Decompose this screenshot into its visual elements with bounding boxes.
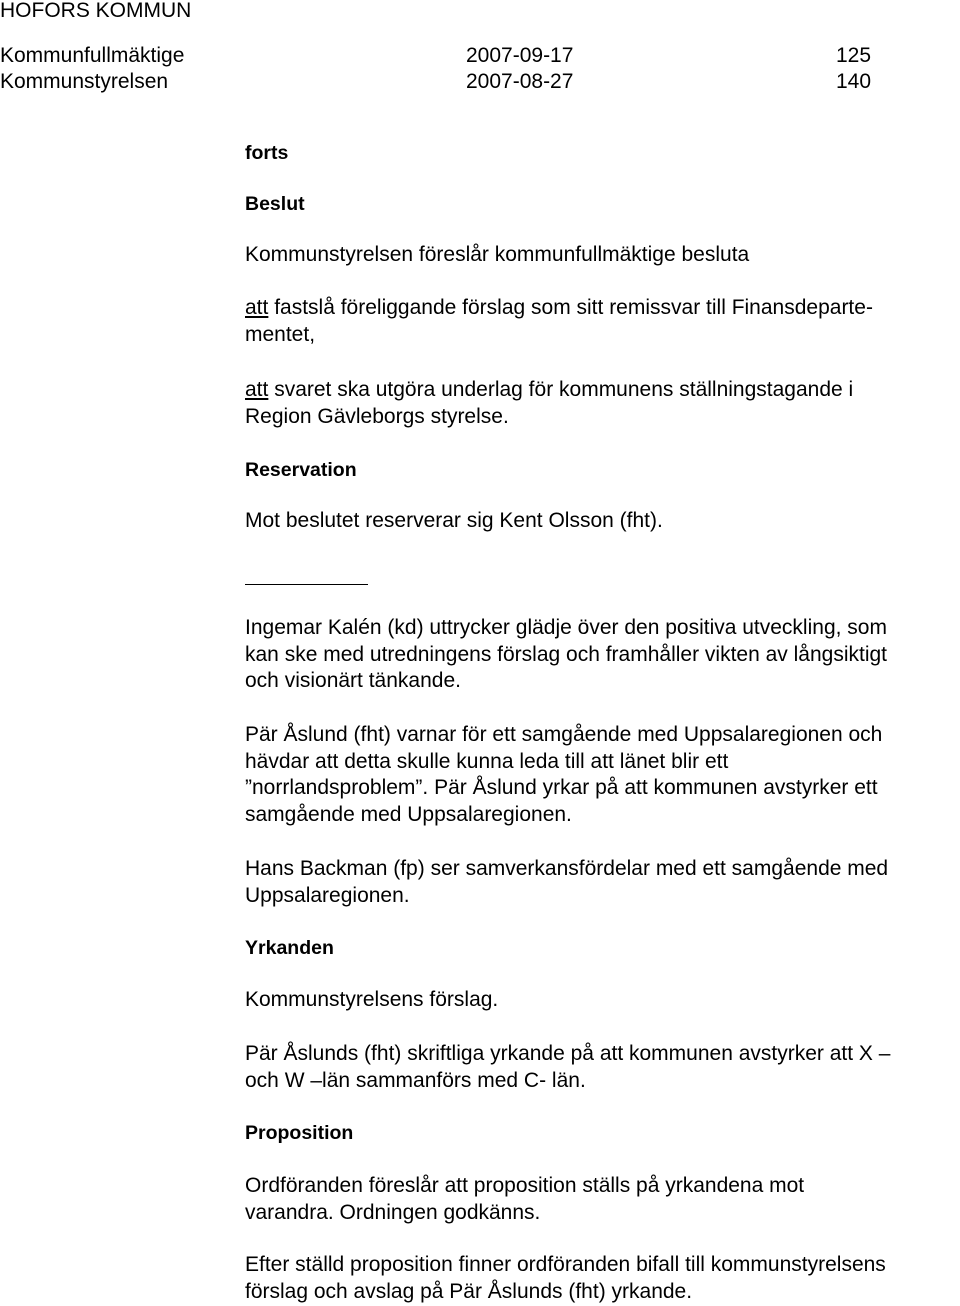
att-word: att — [245, 378, 269, 401]
paragraph-line: Ordföranden föreslår att proposition ställs på yrkandena mot — [245, 1174, 805, 1197]
paragraph-line: Pär Åslund (fht) varnar för ett samgående med Uppsalaregionen och — [245, 723, 883, 746]
paragraph-line: kan ske med utredningens förslag och framhåller vikten av långsiktigt — [245, 642, 887, 666]
paragraph-line: samgående med Uppsalaregionen. — [245, 802, 572, 826]
paragraph-kalen — [245, 615, 960, 695]
reservation-text: Mot beslutet reserverar sig Kent Olsson (fht). — [245, 509, 663, 532]
att-clause-2-line-1: svaret ska utgöra underlag för kommunens ställningstagande i — [268, 378, 854, 401]
reservation-heading: Reservation — [245, 459, 357, 481]
paragraph-line: Ingemar Kalén (kd) uttrycker glädje över den positiva utveckling, som — [245, 616, 887, 639]
paragraph-line: ”norrlandsproblem”. Pär Åslund yrkar på att kommunen avstyrker ett — [245, 776, 878, 799]
municipality-name: HOFORS KOMMUN — [0, 0, 192, 22]
yrkande-1: Kommunstyrelsens förslag. — [245, 988, 499, 1011]
paragraph-line: förslag och avslag på Pär Åslunds (fht) yrkande. — [245, 1279, 693, 1303]
separator-line — [245, 584, 368, 585]
paragraph-line: och W –län sammanförs med C- län. — [245, 1068, 586, 1092]
paragraph-line: varandra. Ordningen godkänns. — [245, 1200, 541, 1224]
paragraph-backman — [245, 856, 960, 909]
paragraph-line: och visionärt tänkande. — [245, 669, 461, 692]
beslut-intro: Kommunstyrelsen föreslår kommunfullmäktige besluta — [245, 243, 750, 266]
paragraph-line: Pär Åslunds (fht) skriftliga yrkande på att kommunen avstyrker att X – — [245, 1042, 891, 1065]
proposition-1 — [245, 1173, 960, 1226]
att-word: att — [245, 296, 269, 319]
att-clause-2 — [245, 377, 960, 430]
proposition-2 — [245, 1252, 960, 1305]
continued-label: forts — [245, 142, 289, 164]
att-clause-1 — [245, 295, 960, 348]
paragraph-line: Efter ställd proposition finner ordföranden bifall till kommunstyrelsens — [245, 1253, 886, 1276]
paragraph-number-1: 125 — [836, 44, 872, 67]
meeting-date-1: 2007-09-17 — [466, 44, 574, 67]
meeting-body-2: Kommunstyrelsen — [0, 70, 169, 93]
paragraph-line: Hans Backman (fp) ser samverkansfördelar med ett samgående med — [245, 857, 889, 880]
meeting-date-2: 2007-08-27 — [466, 70, 574, 93]
att-clause-1-line-2: mentet, — [245, 322, 316, 346]
paragraph-number-2: 140 — [836, 70, 872, 93]
yrkanden-heading: Yrkanden — [245, 937, 334, 959]
att-clause-1-line-1: fastslå föreliggande förslag som sitt remissvar till Finansdeparte- — [268, 296, 873, 319]
paragraph-line: Uppsalaregionen. — [245, 883, 410, 907]
att-clause-2-line-2: Region Gävleborgs styrelse. — [245, 404, 509, 428]
meeting-body-1: Kommunfullmäktige — [0, 44, 185, 67]
beslut-heading: Beslut — [245, 193, 305, 215]
paragraph-line: hävdar att detta skulle kunna leda till att länet blir ett — [245, 749, 729, 773]
yrkande-2 — [245, 1041, 960, 1094]
proposition-heading: Proposition — [245, 1122, 354, 1144]
paragraph-aslund — [245, 722, 960, 828]
